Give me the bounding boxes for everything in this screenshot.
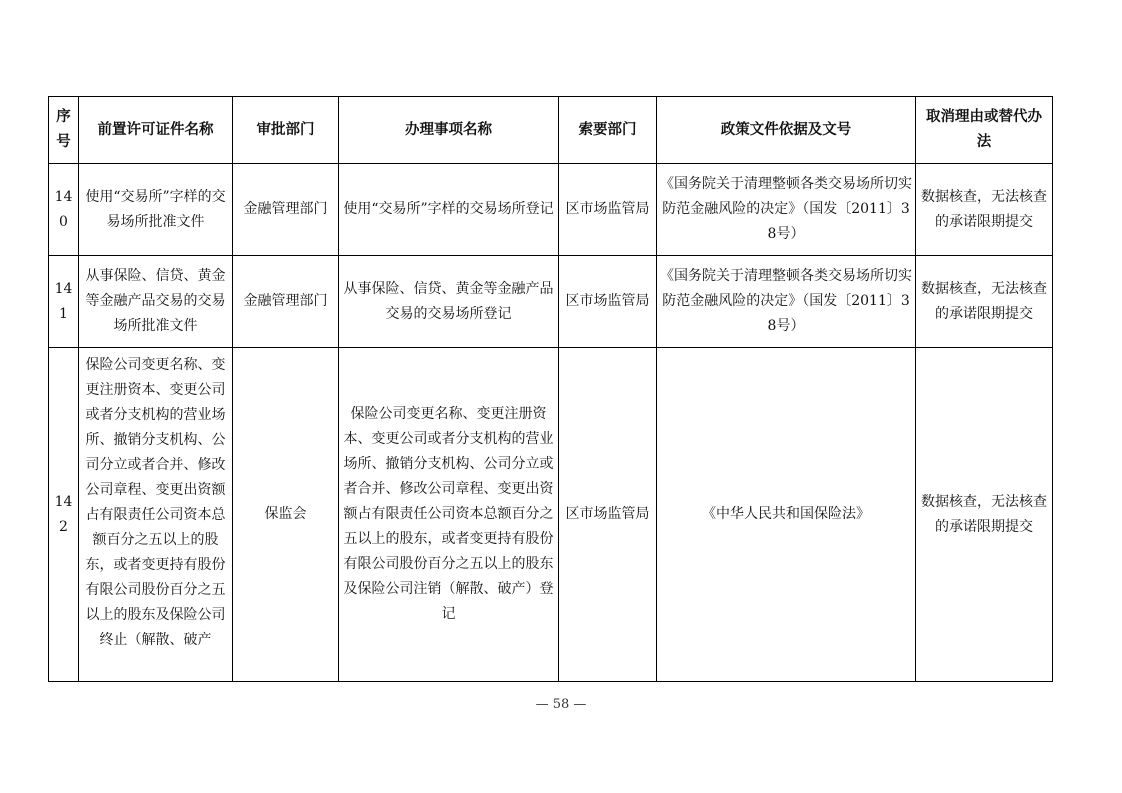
cell-approver: 金融管理部门 <box>233 164 339 256</box>
cell-basis: 《国务院关于清理整顿各类交易场所切实防范金融风险的决定》（国发〔2011〕38号） <box>657 164 916 256</box>
cell-item: 使用“交易所”字样的交易场所登记 <box>339 164 559 256</box>
header-cell-reason: 取消理由或替代办法 <box>916 97 1053 164</box>
header-cell-approver: 审批部门 <box>233 97 339 164</box>
cell-item: 保险公司变更名称、变更注册资本、变更公司或者分支机构的营业场所、撤销分支机构、公司分立或者合并、修改公司章程、变更出资额占有限责任公司资本总额百分之五以上的股东，或者变更持有股份有限公司股份百分之五以上的股东及保险公司注销（解散、破产）登记 <box>339 348 559 682</box>
table-row <box>49 348 1053 682</box>
header-cell-no: 序号 <box>49 97 79 164</box>
cell-license: 使用“交易所”字样的交易场所批准文件 <box>79 164 233 256</box>
header-cell-license: 前置许可证件名称 <box>79 97 233 164</box>
cell-no: 140 <box>49 164 79 256</box>
table-header-row <box>49 97 1053 164</box>
cell-no: 142 <box>49 348 79 682</box>
cell-no: 141 <box>49 256 79 348</box>
page-number: — 58 — <box>535 697 587 712</box>
cell-requester: 区市场监管局 <box>559 348 657 682</box>
cell-license <box>79 348 233 682</box>
cell-license: 从事保险、信贷、黄金等金融产品交易的交易场所批准文件 <box>79 256 233 348</box>
cell-requester: 区市场监管局 <box>559 164 657 256</box>
cell-approver: 金融管理部门 <box>233 256 339 348</box>
cell-item: 从事保险、信贷、黄金等金融产品交易的交易场所登记 <box>339 256 559 348</box>
table-row <box>49 256 1053 348</box>
table-row <box>49 164 1053 256</box>
cell-license-text: 保险公司变更名称、变更注册资本、变更公司或者分支机构的营业场所、撤销分支机构、公司分立或者合并、修改公司章程、变更出资额占有限责任公司资本总额百分之五以上的股东，或者变更持有股份有限公司股份百分之五以上的股东及保险公司终止（解散、破产 <box>85 357 226 648</box>
header-cell-basis: 政策文件依据及文号 <box>657 97 916 164</box>
cell-basis: 《中华人民共和国保险法》 <box>657 348 916 682</box>
cell-reason: 数据核查，无法核查的承诺限期提交 <box>916 256 1053 348</box>
header-cell-item: 办理事项名称 <box>339 97 559 164</box>
cell-reason: 数据核查，无法核查的承诺限期提交 <box>916 164 1053 256</box>
cell-approver: 保监会 <box>233 348 339 682</box>
cell-reason: 数据核查，无法核查的承诺限期提交 <box>916 348 1053 682</box>
cancellation-table <box>48 96 1053 682</box>
cell-basis: 《国务院关于清理整顿各类交易场所切实防范金融风险的决定》（国发〔2011〕38号） <box>657 256 916 348</box>
header-cell-requester: 索要部门 <box>559 97 657 164</box>
cell-requester: 区市场监管局 <box>559 256 657 348</box>
